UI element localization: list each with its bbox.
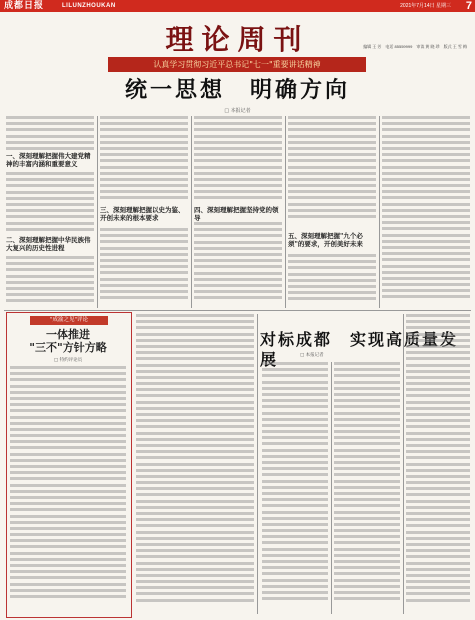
theme-banner-text: 认真学习贯彻习近平总书记"七一"重要讲话精神 <box>153 60 321 69</box>
section-pinyin: LILUNZHOUKAN <box>62 3 116 9</box>
article-column <box>100 116 188 204</box>
article-subhead: 四、深刻理解把握坚持党的领导 <box>194 206 279 222</box>
article-column <box>288 254 376 308</box>
second-byline: □ 本报记者 <box>300 353 324 358</box>
main-headline: 统一思想 明确方向 <box>124 77 350 103</box>
article-column <box>194 222 282 308</box>
commentary-body <box>10 366 126 612</box>
commentary-author: □ 特约评论员 <box>53 358 83 363</box>
article-subhead: 三、深刻理解把握以史为鉴、开创未来的根本要求 <box>100 206 185 222</box>
article-column <box>382 116 470 308</box>
commentary-title-line-1: 一体推进 <box>46 328 90 341</box>
column-divider <box>379 116 380 308</box>
main-byline: □ 本报记者 <box>224 108 251 114</box>
article-column <box>194 116 282 204</box>
masthead-bar <box>0 0 475 12</box>
issue-date: 2021年7月14日 星期三 <box>400 3 451 9</box>
theme-banner <box>108 57 366 72</box>
article-column <box>100 228 188 308</box>
column-divider <box>191 116 192 308</box>
column-divider <box>97 116 98 308</box>
editor-credits: 编辑 王 芳 电话 85559999 审读 黄 晓 珍 版式 王 雪 梅 <box>363 44 467 49</box>
column-divider <box>257 314 258 614</box>
article-subhead: 五、深刻理解把握"九个必须"的要求，开创美好未来 <box>288 232 363 248</box>
article-subhead: 二、深刻理解把握中华民族伟大复兴的历史性进程 <box>6 236 91 252</box>
section-divider <box>4 310 471 311</box>
newspaper-logo: 成都日报 <box>4 1 45 11</box>
column-divider <box>403 314 404 614</box>
column-divider <box>331 362 332 614</box>
commentary-title-line-2: "三不"方针方略 <box>29 341 107 354</box>
article-column <box>406 314 470 614</box>
article-column <box>288 116 376 228</box>
article-column <box>136 314 254 614</box>
article-column <box>262 362 328 614</box>
commentary-tag: "成渝之见"评论 <box>30 316 108 325</box>
section-title: 理论周刊 <box>165 23 310 56</box>
commentary-title <box>6 328 130 354</box>
article-column <box>6 172 94 234</box>
page-number: 7 <box>465 0 472 12</box>
second-headline: 对标成都 实现高质量发展 <box>260 330 459 369</box>
article-subhead: 一、深刻理解把握伟大建党精神的丰富内涵和重要意义 <box>6 152 91 168</box>
article-column <box>6 256 94 308</box>
article-column <box>334 362 400 614</box>
column-divider <box>285 116 286 308</box>
article-column <box>6 116 94 152</box>
